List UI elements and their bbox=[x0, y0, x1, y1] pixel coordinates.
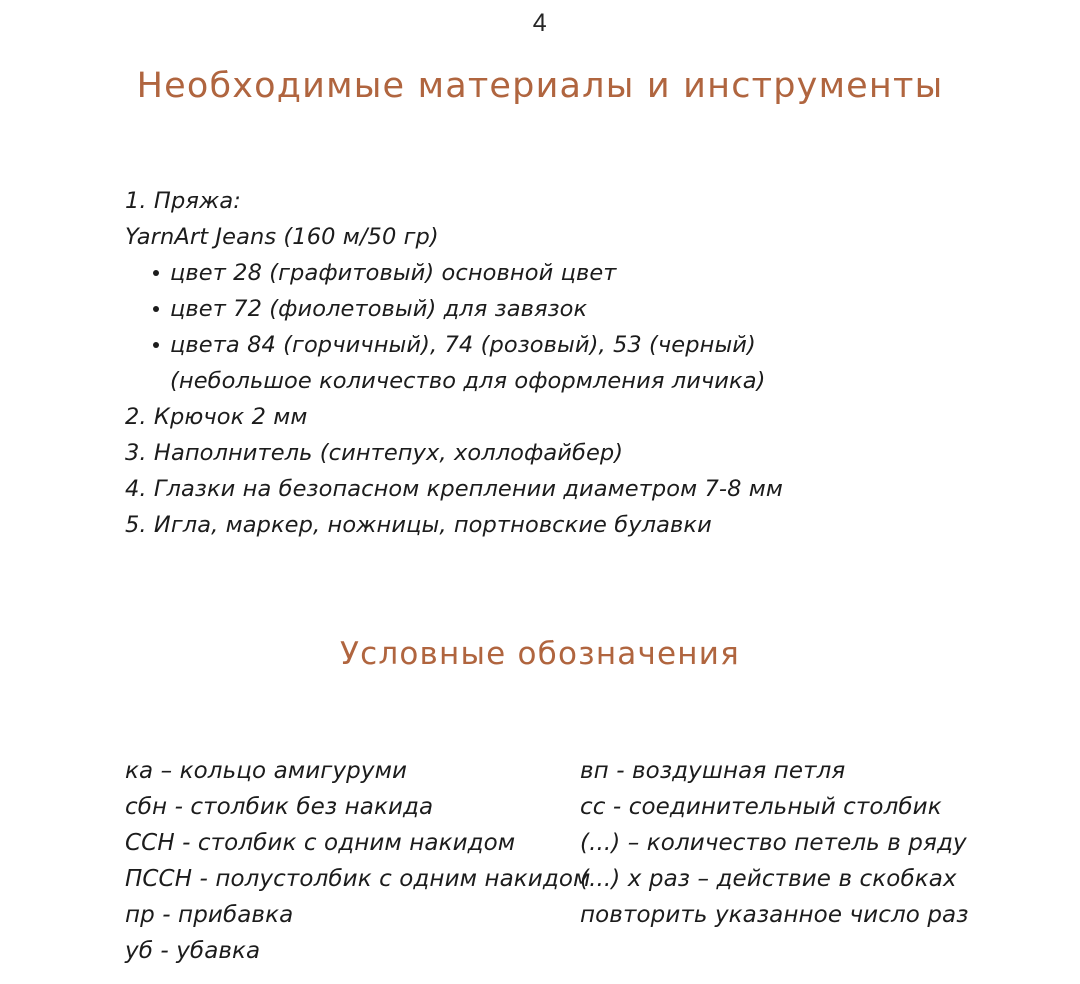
legend-entry: уб - убавка bbox=[125, 938, 261, 964]
materials-numbered-line: 4. Глазки на безопасном креплении диаметром 7-8 мм bbox=[125, 476, 783, 502]
legend-entry: вп - воздушная петля bbox=[580, 758, 846, 784]
bullet-dot-icon bbox=[153, 306, 159, 312]
legend-left-column bbox=[125, 753, 591, 969]
legend-content bbox=[125, 753, 985, 969]
legend-entry: пр - прибавка bbox=[125, 902, 294, 928]
legend-section-heading: Условные обозначения bbox=[340, 636, 740, 672]
bullet-dot-icon bbox=[153, 270, 159, 276]
list-item-continuation-text: (небольшое количество для оформления личика) bbox=[170, 368, 766, 394]
legend-entry: (...) – количество петель в ряду bbox=[580, 830, 967, 856]
materials-content bbox=[125, 183, 965, 543]
legend-entry: сбн - столбик без накида bbox=[125, 794, 434, 820]
materials-intro-line: 1. Пряжа: bbox=[125, 188, 241, 214]
legend-entry: повторить указанное число раз bbox=[580, 902, 969, 928]
materials-bullet-list bbox=[125, 255, 965, 399]
list-item bbox=[125, 291, 965, 327]
legend-entry: (...) х раз – действие в скобках bbox=[580, 866, 957, 892]
materials-section-heading: Необходимые материалы и инструменты bbox=[136, 66, 944, 106]
materials-numbered-line: 5. Игла, маркер, ножницы, портновские булавки bbox=[125, 512, 712, 538]
list-item-text: цвета 84 (горчичный), 74 (розовый), 53 (черный) bbox=[170, 332, 756, 358]
list-item bbox=[125, 255, 965, 291]
list-item-text: цвет 28 (графитовый) основной цвет bbox=[170, 260, 617, 286]
legend-right-column bbox=[580, 753, 985, 933]
list-item-text: цвет 72 (фиолетовый) для завязок bbox=[170, 296, 588, 322]
bullet-dot-icon bbox=[153, 342, 159, 348]
legend-entry: сс - соединительный столбик bbox=[580, 794, 942, 820]
legend-entry: ка – кольцо амигуруми bbox=[125, 758, 408, 784]
materials-numbered-line: 3. Наполнитель (синтепух, холлофайбер) bbox=[125, 440, 624, 466]
legend-entry: ПССН - полустолбик с одним накидом bbox=[125, 866, 591, 892]
page-number: 4 bbox=[532, 9, 548, 37]
legend-entry: ССН - столбик с одним накидом bbox=[125, 830, 516, 856]
list-item bbox=[125, 327, 965, 399]
materials-numbered-line: 2. Крючок 2 мм bbox=[125, 404, 308, 430]
materials-yarn-line: YarnArt Jeans (160 м/50 гр) bbox=[125, 224, 439, 250]
